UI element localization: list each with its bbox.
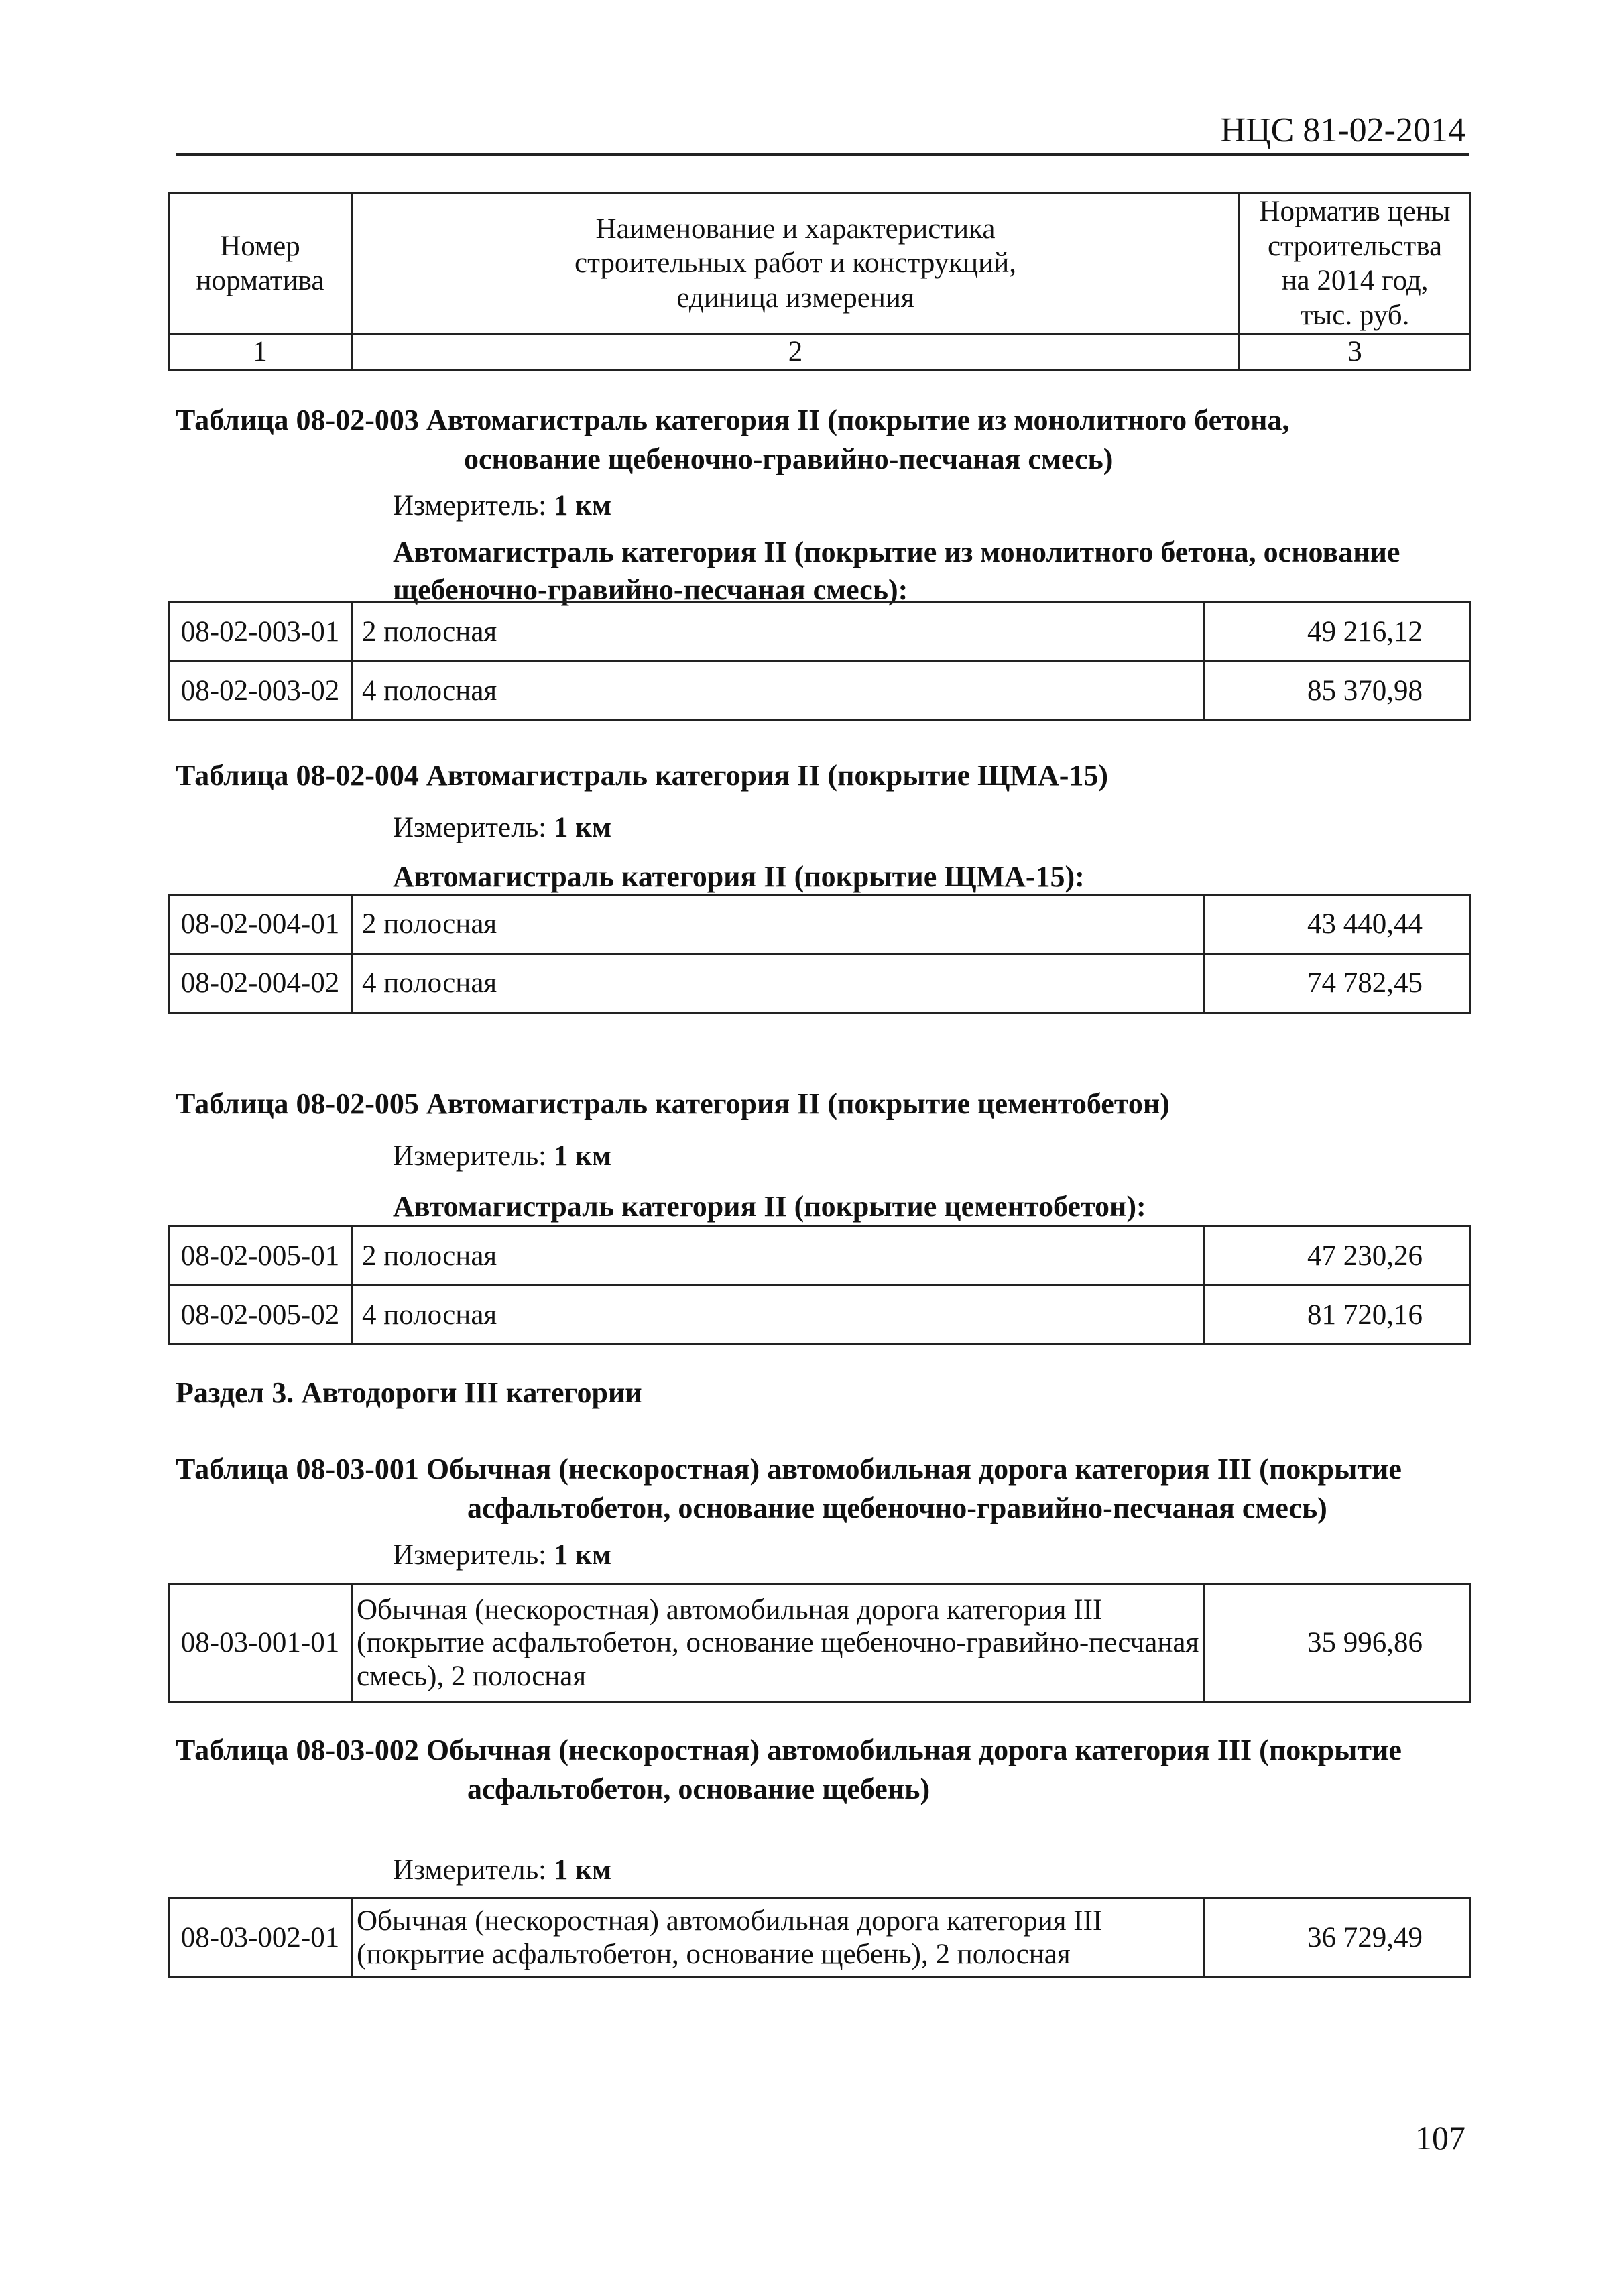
row-name: 2 полосная (352, 895, 1205, 954)
row-name: 4 полосная (352, 662, 1205, 721)
row-price: 49 216,12 (1205, 603, 1471, 662)
measure-line: Измеритель: 1 км (393, 490, 612, 522)
row-code: 08-02-004-01 (169, 895, 352, 954)
row-code: 08-02-004-02 (169, 954, 352, 1013)
table-title: Таблица 08-02-004 Автомагистраль категория II (покрытие ЩМА-15) (176, 759, 1109, 792)
table-title: Таблица 08-02-005 Автомагистраль категория II (покрытие цементобетон) (176, 1087, 1170, 1120)
document-code: НЦС 81-02-2014 (1220, 111, 1465, 149)
table-row (169, 1227, 1471, 1286)
column-number-3: 3 (1240, 334, 1471, 371)
row-name: 2 полосная (352, 603, 1205, 662)
table-row (169, 895, 1471, 954)
column-name-header: Наименование и характеристика строительных работ и конструкций, единица измерения (352, 194, 1240, 334)
row-code: 08-02-003-02 (169, 662, 352, 721)
row-price: 36 729,49 (1205, 1898, 1471, 1978)
table-row (169, 1585, 1471, 1702)
row-name: 2 полосная (352, 1227, 1205, 1286)
measure-line: Измеритель: 1 км (393, 812, 612, 843)
measure-line: Измеритель: 1 км (393, 1539, 612, 1571)
table-title: Таблица 08-03-001 Обычная (нескоростная) автомобильная дорога категория III (покрытие асфальтобетон, основание щебеночно-гравийно-песчаная смесь) (176, 1453, 1402, 1524)
row-price: 43 440,44 (1205, 895, 1471, 954)
column-header-table (168, 192, 1471, 371)
price-table (168, 601, 1471, 721)
table-row (169, 662, 1471, 721)
measure-line: Измеритель: 1 км (393, 1140, 612, 1172)
table-subtitle: Автомагистраль категория II (покрытие ЩМА-15): (393, 860, 1085, 893)
column-number-2: 2 (352, 334, 1240, 371)
column-price-header: Норматив цены строительства на 2014 год, тыс. руб. (1240, 194, 1471, 334)
table-subtitle: Автомагистраль категория II (покрытие цементобетон): (393, 1190, 1146, 1223)
price-table (168, 1897, 1471, 1978)
page-number: 107 (1415, 2119, 1465, 2157)
table-row (169, 954, 1471, 1013)
table-row (169, 1898, 1471, 1978)
column-code-header: Номер норматива (169, 194, 352, 334)
row-code: 08-03-002-01 (169, 1898, 352, 1978)
price-table (168, 894, 1471, 1014)
table-subtitle: Автомагистраль категория II (покрытие из монолитного бетона, основание щебеночно-гравийно-песчаная смесь): (393, 536, 1400, 606)
row-price: 35 996,86 (1205, 1585, 1471, 1702)
table-row (169, 603, 1471, 662)
row-name: Обычная (нескоростная) автомобильная дорога категория III (покрытие асфальтобетон, основание щебеночно-гравийно-песчаная смесь), 2 полосная (352, 1585, 1205, 1702)
row-name: 4 полосная (352, 1286, 1205, 1345)
price-table (168, 1225, 1471, 1345)
row-price: 47 230,26 (1205, 1227, 1471, 1286)
price-table (168, 1583, 1471, 1703)
row-code: 08-02-003-01 (169, 603, 352, 662)
row-code: 08-02-005-02 (169, 1286, 352, 1345)
table-row (169, 1286, 1471, 1345)
header-divider (176, 153, 1469, 156)
row-code: 08-02-005-01 (169, 1227, 352, 1286)
row-price: 81 720,16 (1205, 1286, 1471, 1345)
section-heading: Раздел 3. Автодороги III категории (176, 1376, 642, 1409)
row-code: 08-03-001-01 (169, 1585, 352, 1702)
row-name: Обычная (нескоростная) автомобильная дорога категория III (покрытие асфальтобетон, основание щебень), 2 полосная (352, 1898, 1205, 1978)
row-name: 4 полосная (352, 954, 1205, 1013)
row-price: 74 782,45 (1205, 954, 1471, 1013)
table-title: Таблица 08-03-002 Обычная (нескоростная) автомобильная дорога категория III (покрытие асфальтобетон, основание щебень) (176, 1734, 1402, 1805)
row-price: 85 370,98 (1205, 662, 1471, 721)
measure-line: Измеритель: 1 км (393, 1854, 612, 1886)
column-number-1: 1 (169, 334, 352, 371)
table-title: Таблица 08-02-003 Автомагистраль категория II (покрытие из монолитного бетона, основание щебеночно-гравийно-песчаная смесь) (176, 404, 1290, 475)
